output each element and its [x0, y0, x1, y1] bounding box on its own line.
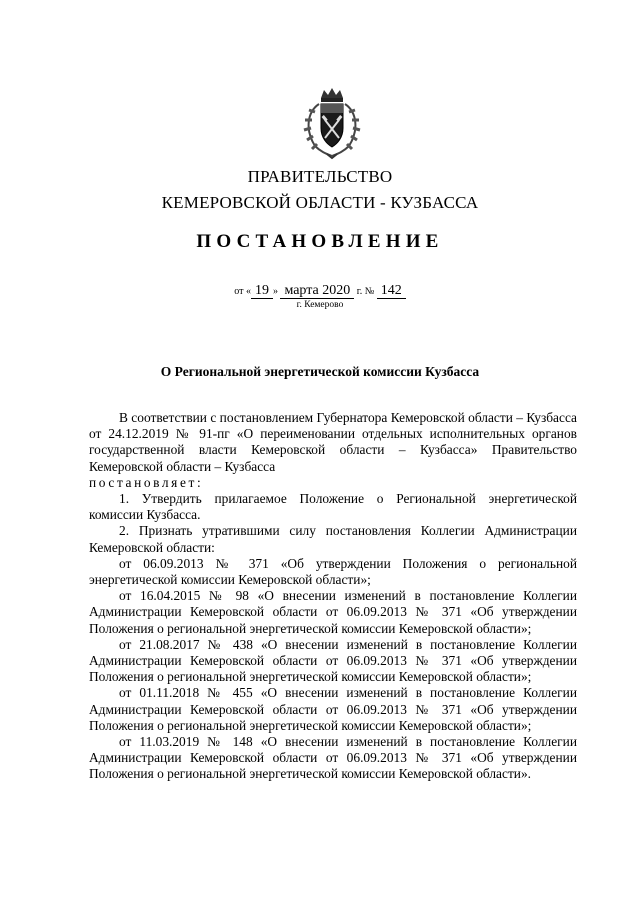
item-1: 1. Утвердить прилагаемое Положение о Региональной энергетической комиссии Кузбасса.: [89, 491, 577, 523]
document-number: 142: [377, 283, 406, 299]
document-type-heading: ПОСТАНОВЛЕНИЕ: [196, 231, 444, 252]
repealed-act: от 11.03.2019 № 148 «О внесении изменений в постановление Коллегии Администрации Кемеровской области от 06.09.2013 № 371 «Об утверждении Положения о региональной энергетической комиссии Кемеровской области».: [89, 734, 577, 782]
repealed-act: от 01.11.2018 № 455 «О внесении изменений в постановление Коллегии Администрации Кемеровской области от 06.09.2013 № 371 «Об утверждении Положения о региональной энергетической комиссии Кемеровской области»;: [89, 685, 577, 733]
place-of-issue: г. Кемерово: [296, 300, 344, 310]
date-quote-close: »: [272, 286, 278, 297]
government-name-line1: ПРАВИТЕЛЬСТВО: [247, 167, 393, 186]
date-month-year: марта 2020: [280, 283, 354, 299]
number-sign: №: [364, 286, 375, 297]
item-2: 2. Признать утратившими силу постановления Коллегии Администрации Кемеровской области:: [89, 523, 577, 555]
document-body: [89, 410, 577, 783]
document-title: О Региональной энергетической комиссии Кузбасса: [160, 364, 480, 379]
kemerovo-coat-of-arms-icon: [297, 86, 367, 160]
decree-word: постановляет:: [89, 474, 204, 490]
date-number-line: [0, 283, 640, 299]
repealed-act: от 16.04.2015 № 98 «О внесении изменений в постановление Коллегии Администрации Кемеровской области от 06.09.2013 № 371 «Об утверждении Положения о региональной энергетической комиссии Кемеровской области»;: [89, 588, 577, 636]
date-year-suffix: г.: [356, 286, 363, 297]
repealed-act: от 06.09.2013 № 371 «Об утверждении Положения о региональной энергетической комиссии Кемеровской области»;: [89, 555, 577, 588]
repealed-act: от 21.08.2017 № 438 «О внесении изменений в постановление Коллегии Администрации Кемеровской области от 06.09.2013 № 371 «Об утверждении Положения о региональной энергетической комиссии Кемеровской области»;: [89, 636, 577, 685]
intro-paragraph: В соответствии с постановлением Губернатора Кемеровской области – Кузбасса от 24.12.2019 № 91-пг «О переименовании отдельных исполнительных органов государственной власти Кемеровской области – Кузбасса» Правительство Кемеровской области – Кузбасса: [89, 410, 577, 474]
government-name-line2: КЕМЕРОВСКОЙ ОБЛАСТИ - КУЗБАССА: [161, 193, 479, 212]
date-day: 19: [251, 283, 273, 299]
date-prefix: от «: [234, 286, 251, 297]
